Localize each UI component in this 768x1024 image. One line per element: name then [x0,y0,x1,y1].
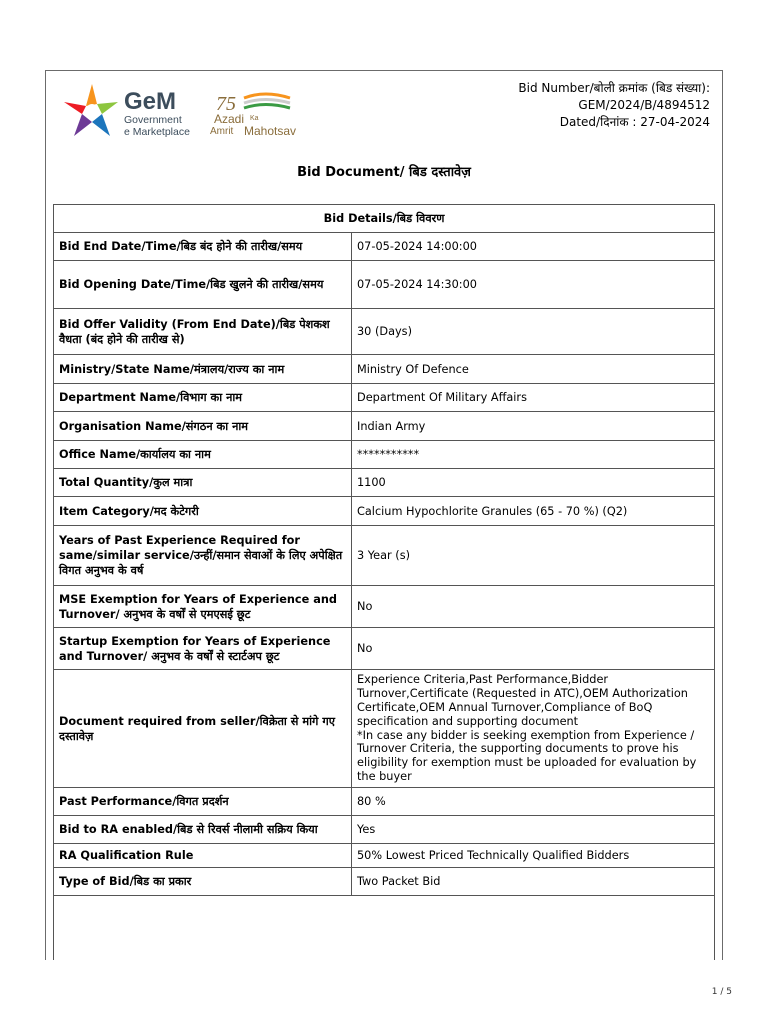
row-value: 30 (Days) [352,309,715,355]
row-key: Bid to RA enabled/बिड से रिवर्स नीलामी सक्रिय किया [54,816,352,844]
bid-number: GEM/2024/B/4894512 [578,98,710,112]
row-key: RA Qualification Rule [54,844,352,868]
row-key: Ministry/State Name/मंत्रालय/राज्य का नाम [54,355,352,384]
table-row [54,355,715,384]
gem-star-icon [64,84,118,136]
table-row [54,868,715,896]
bid-number-label: Bid Number/बोली क्रमांक (बिड संख्या): [518,81,710,95]
table-row [54,497,715,526]
row-key: Startup Exemption for Years of Experience and Turnover/ अनुभव के वर्षों से स्टार्टअप छूट [54,628,352,670]
bid-meta [518,80,710,131]
page-number: 1 / 5 [711,987,732,997]
row-key: Document required from seller/विक्रेता से मांगे गए दस्तावेज़ [54,670,352,788]
table-heading: Bid Details/बिड विवरण [54,205,715,233]
svg-text:e Marketplace: e Marketplace [124,126,190,138]
table-row [54,412,715,441]
row-key: Years of Past Experience Required for same/similar service/उन्हीं/समान सेवाओं के लिए अपेक्षित विगत अनुभव के वर्ष [54,526,352,586]
row-value: No [352,586,715,628]
table-row [54,233,715,261]
svg-text:Government: Government [124,114,182,126]
row-key: Bid Offer Validity (From End Date)/बिड पेशकश वैधता (बंद होने की तारीख से) [54,309,352,355]
table-row [54,526,715,586]
row-value: 80 % [352,788,715,816]
svg-text:Mahotsav: Mahotsav [244,124,297,138]
row-value: Calcium Hypochlorite Granules (65 - 70 %) (Q2) [352,497,715,526]
dated-value: 27-04-2024 [640,115,710,129]
table-body [54,233,715,896]
table-row [54,261,715,309]
row-key: Item Category/मद केटेगरी [54,497,352,526]
table-row [54,384,715,412]
row-value: 07-05-2024 14:00:00 [352,233,715,261]
row-value: 50% Lowest Priced Technically Qualified Bidders [352,844,715,868]
row-value: 07-05-2024 14:30:00 [352,261,715,309]
svg-text:Azadi: Azadi [214,112,245,126]
table-row [54,670,715,788]
row-key: Bid Opening Date/Time/बिड खुलने की तारीख/समय [54,261,352,309]
svg-text:GeM: GeM [124,88,177,115]
row-key: MSE Exemption for Years of Experience and Turnover/ अनुभव के वर्षों से एमएसई छूट [54,586,352,628]
row-key: Department Name/विभाग का नाम [54,384,352,412]
row-key: Office Name/कार्यालय का नाम [54,441,352,469]
row-value: Indian Army [352,412,715,441]
row-key: Past Performance/विगत प्रदर्शन [54,788,352,816]
row-value: 3 Year (s) [352,526,715,586]
table-row [54,816,715,844]
svg-text:75: 75 [216,93,236,115]
row-value: Department Of Military Affairs [352,384,715,412]
row-key: Bid End Date/Time/बिड बंद होने की तारीख/समय [54,233,352,261]
row-key: Total Quantity/कुल मात्रा [54,469,352,497]
table-row [54,441,715,469]
table-row [54,788,715,816]
row-value: *********** [352,441,715,469]
table-row [54,469,715,497]
document-title: Bid Document/ बिड दस्तावेज़ [297,165,471,180]
row-value: Two Packet Bid [352,868,715,896]
dated-label: Dated/दिनांक : [559,115,637,129]
svg-text:Amrit: Amrit [210,126,234,137]
row-value: Ministry Of Defence [352,355,715,384]
row-key: Type of Bid/बिड का प्रकार [54,868,352,896]
blank-section [53,895,715,960]
table-row [54,628,715,670]
table-row [54,844,715,868]
table-row [54,309,715,355]
azadi-ka-amrit-mahotsav-logo [210,90,320,138]
gem-logo [62,80,202,142]
table-row [54,586,715,628]
row-value: Experience Criteria,Past Performance,Bidder Turnover,Certificate (Requested in ATC),OEM Authorization Certificate,OEM Annual Turnover,Compliance of BoQ specification and supporting document *In case any bidder is seeking exemption from Experience / Turnover Criteria, the supporting documents to prove his eligibility for exemption must be uploaded for evaluation by the buyer [352,670,715,788]
row-value: 1100 [352,469,715,497]
bid-details-table [53,204,715,896]
svg-text:Ka: Ka [250,115,259,122]
dated-line [518,114,710,131]
row-key: Organisation Name/संगठन का नाम [54,412,352,441]
row-value: Yes [352,816,715,844]
row-value: No [352,628,715,670]
